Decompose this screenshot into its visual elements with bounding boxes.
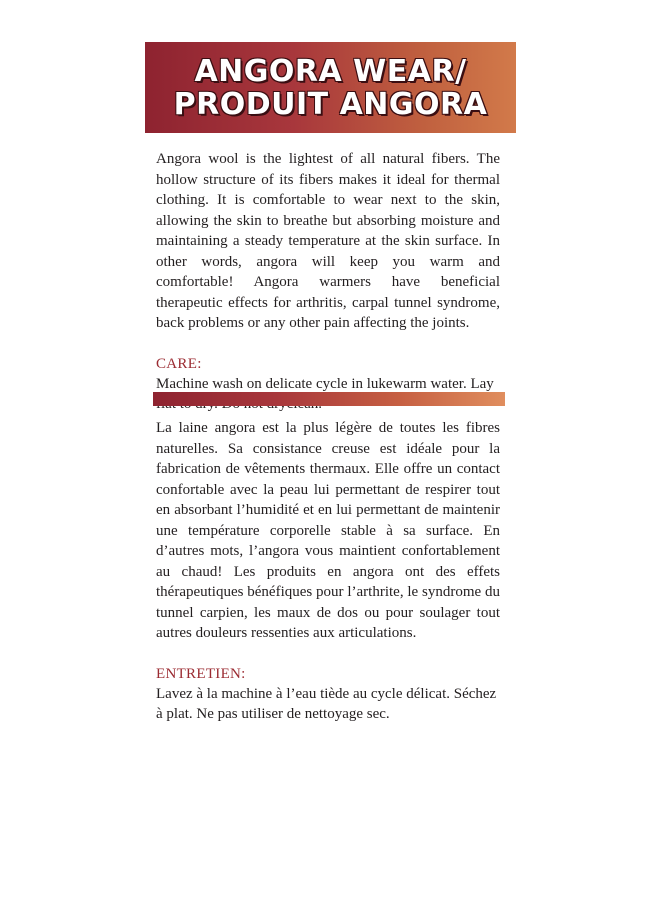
english-description: Angora wool is the lightest of all natural fibers. The hollow structure of its fibers makes it ideal for thermal clothing. It is comfortable to wear next to the skin, allowing the skin to breathe but absorbing moisture and maintaining a steady temperature at the skin surface. In other words, angora will keep you warm and comfortable! Angora warmers have beneficial therapeutic effects for arthritis, carpal tunnel syndrome, back problems or any other pain affecting the joints. [156, 151, 500, 331]
french-section [156, 418, 500, 725]
title-banner [145, 42, 516, 133]
section-divider [153, 392, 505, 406]
english-care-text: Machine wash on delicate cycle in lukewarm water. Lay [156, 375, 494, 392]
french-description: La laine angora est la plus légère de toutes les fibres naturelles. Sa consistance creuse est idéale pour la fabrication de vêtements thermaux. Elle offre un contact confortable avec la peau lui permettant de respirer tout en absorbant l’humidité et en lui permettant de maintenir une température corporelle stable à sa surface. En d’autres mots, l’angora vous maintient confortablement au chaud! Les produits en angora ont des effets thérapeutiques bénéfiques pour l’arthrite, le syndrome du tunnel carpien, les maux de dos ou pour soulager tout autres douleurs ressenties aux articulations. [156, 420, 500, 641]
title-line-english: ANGORA WEAR/ [194, 53, 467, 89]
english-care-heading: CARE: [156, 355, 202, 372]
french-care-text: Lavez à la machine à l’eau tiède au cycle délicat. Séchez à plat. Ne pas utiliser de nettoyage sec. [156, 685, 497, 722]
french-care-heading: ENTRETIEN: [156, 665, 246, 682]
english-section [156, 149, 500, 415]
title-line-french: PRODUIT ANGORA [173, 86, 488, 122]
